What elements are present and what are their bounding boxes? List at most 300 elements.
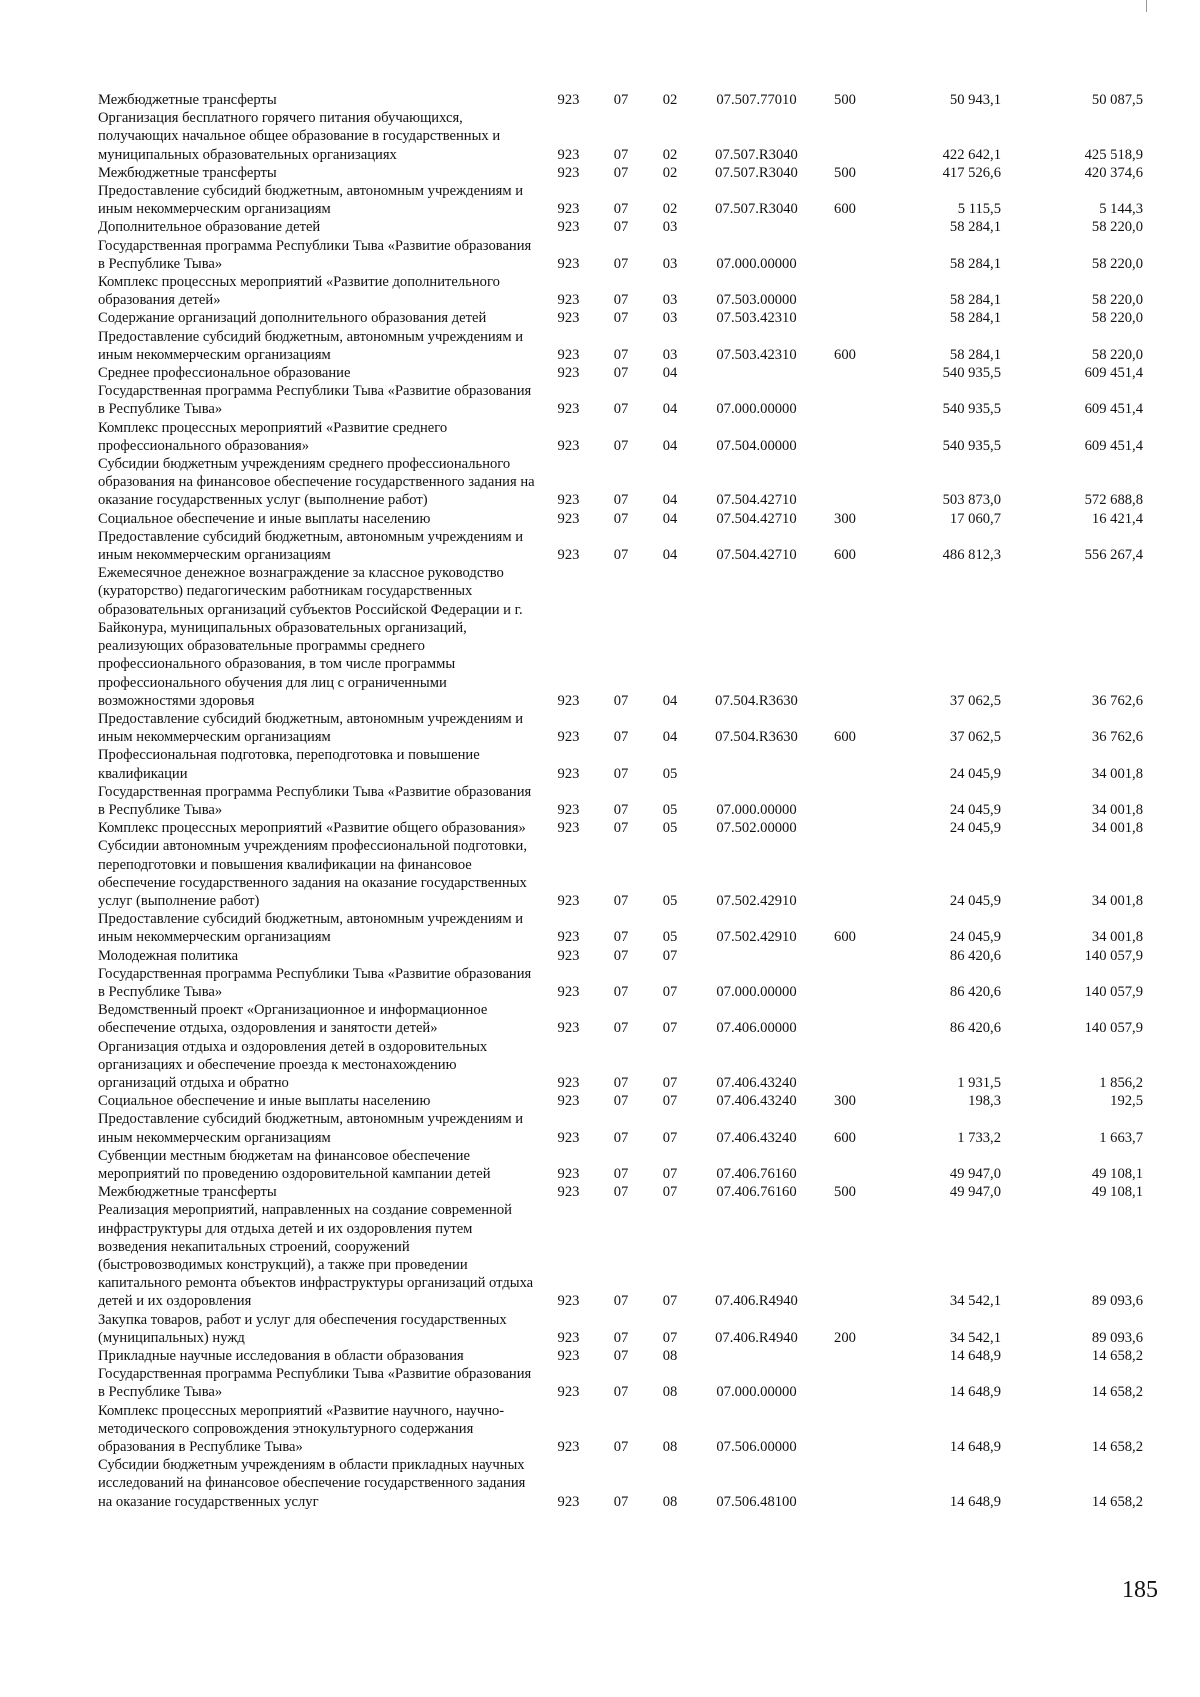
ministry-code: 923 [557, 164, 580, 181]
subsection-code: 08 [662, 1493, 678, 1510]
amount-year-1: 37 062,5 [949, 729, 1001, 746]
section-code: 07 [613, 255, 629, 272]
target-article-code: 07.504.00000 [716, 437, 797, 454]
expense-type-code [819, 218, 871, 236]
expenditure-name: Социальное обеспечение и иные выплаты населению [98, 510, 431, 527]
target-article-code: 07.406.43240 [716, 1074, 797, 1091]
table-row [98, 910, 1143, 946]
ministry-code: 923 [557, 219, 580, 236]
amount-year-2: 58 220,0 [1091, 346, 1143, 363]
amount-year-1: 14 648,9 [949, 1439, 1001, 1456]
amount-year-1: 58 284,1 [949, 219, 1001, 236]
table-row [98, 1201, 1143, 1310]
amount-year-2: 16 421,4 [1091, 510, 1143, 527]
ministry-code: 923 [557, 947, 580, 964]
target-article-code: 07.406.43240 [716, 1093, 797, 1110]
table-row [98, 746, 1143, 782]
amount-year-2: 140 057,9 [1084, 947, 1143, 964]
subsection-code: 07 [662, 1093, 678, 1110]
target-article-code: 07.502.42910 [716, 892, 797, 909]
expenditure-name: Предоставление субсидий бюджетным, автономным учреждениям и иным некоммерческим организациям [98, 1111, 524, 1146]
amount-year-1: 37 062,5 [949, 692, 1001, 709]
expense-type-code [819, 1365, 871, 1401]
amount-year-2: 34 001,8 [1091, 929, 1143, 946]
expenditure-name: Предоставление субсидий бюджетным, автономным учреждениям и иным некоммерческим организациям [98, 710, 524, 746]
table-row [98, 309, 1143, 327]
amount-year-2: 140 057,9 [1084, 1020, 1143, 1037]
section-code: 07 [613, 346, 629, 363]
ministry-code: 923 [557, 1439, 580, 1456]
amount-year-2: 34 001,8 [1091, 765, 1143, 782]
target-article-code: 07.503.42310 [716, 310, 797, 327]
ministry-code: 923 [557, 1293, 580, 1310]
amount-year-1: 58 284,1 [949, 310, 1001, 327]
subsection-code: 04 [662, 437, 678, 454]
table-row [98, 182, 1143, 218]
amount-year-1: 24 045,9 [949, 820, 1001, 837]
table-row [98, 273, 1143, 309]
budget-expenditure-table [98, 91, 1143, 1511]
expense-type-code: 200 [834, 1329, 856, 1346]
subsection-code: 03 [662, 255, 678, 272]
table-row [98, 328, 1143, 364]
subsection-code: 07 [662, 1184, 678, 1201]
amount-year-1: 86 420,6 [949, 983, 1001, 1000]
amount-year-1: 24 045,9 [949, 892, 1001, 909]
subsection-code: 07 [662, 1293, 678, 1310]
target-article-code: 07.406.76160 [716, 1165, 797, 1182]
table-row [98, 819, 1143, 837]
subsection-code: 04 [662, 510, 678, 527]
expenditure-name: Государственная программа Республики Тыва «Развитие образования в Республике Тыва» [98, 383, 532, 418]
expense-type-code [819, 965, 871, 1001]
amount-year-1: 198,3 [968, 1093, 1001, 1110]
section-code: 07 [613, 1093, 629, 1110]
expenditure-name: Комплекс процессных мероприятий «Развитие среднего профессионального образования» [98, 419, 448, 454]
ministry-code: 923 [557, 1348, 580, 1365]
expenditure-name: Дополнительное образование детей [98, 219, 321, 236]
section-code: 07 [613, 892, 629, 909]
amount-year-2: 58 220,0 [1091, 292, 1143, 309]
amount-year-1: 24 045,9 [949, 929, 1001, 946]
expenditure-name: Государственная программа Республики Тыва «Развитие образования в Республике Тыва» [98, 783, 532, 818]
expenditure-name: Предоставление субсидий бюджетным, автономным учреждениям и иным некоммерческим организациям [98, 183, 524, 218]
ministry-code: 923 [557, 492, 580, 509]
expense-type-code [819, 382, 871, 418]
table-row [98, 710, 1143, 746]
table-row [98, 528, 1143, 564]
target-article-code: 07.000.00000 [716, 255, 797, 272]
section-code: 07 [613, 437, 629, 454]
target-article-code: 07.406.76160 [716, 1184, 797, 1201]
section-code: 07 [613, 1293, 629, 1310]
ministry-code: 923 [557, 510, 580, 527]
subsection-code: 05 [662, 801, 678, 818]
subsection-code: 08 [662, 1348, 678, 1365]
target-article-code: 07.504.42710 [716, 492, 797, 509]
section-code: 07 [613, 365, 629, 382]
expenditure-name: Субсидии бюджетным учреждениям среднего профессионального образования на финансовое обеспечение государственного задания на оказание государственных услуг (выполнение работ) [98, 456, 535, 509]
table-row [98, 109, 1143, 164]
expense-type-code [819, 837, 871, 910]
amount-year-1: 417 526,6 [942, 164, 1001, 181]
expense-type-code: 600 [834, 346, 856, 363]
amount-year-1: 422 642,1 [942, 146, 1001, 163]
table-row [98, 1001, 1143, 1037]
amount-year-2: 572 688,8 [1084, 492, 1143, 509]
target-article-code: 07.406.R4940 [715, 1329, 798, 1346]
subsection-code: 04 [662, 365, 678, 382]
amount-year-1: 1 733,2 [957, 1129, 1001, 1146]
amount-year-2: 14 658,2 [1091, 1384, 1143, 1401]
amount-year-2: 49 108,1 [1091, 1184, 1143, 1201]
ministry-code: 923 [557, 1493, 580, 1510]
target-article-code: 07.504.R3630 [715, 692, 798, 709]
expense-type-code: 600 [834, 547, 856, 564]
expense-type-code: 300 [834, 510, 856, 527]
ministry-code: 923 [557, 1129, 580, 1146]
ministry-code: 923 [557, 201, 580, 218]
amount-year-1: 86 420,6 [949, 1020, 1001, 1037]
expense-type-code [819, 364, 871, 382]
subsection-code: 04 [662, 692, 678, 709]
subsection-code: 05 [662, 765, 678, 782]
target-article-code: 07.502.42910 [716, 929, 797, 946]
section-code: 07 [613, 1493, 629, 1510]
expenditure-name: Организация бесплатного горячего питания обучающихся, получающих начальное общее образование в государственных и муниципальных образовательных организациях [98, 110, 501, 163]
section-code: 07 [613, 1165, 629, 1182]
subsection-code: 03 [662, 346, 678, 363]
target-article-code: 07.504.42710 [716, 510, 797, 527]
section-code: 07 [613, 692, 629, 709]
subsection-code: 07 [662, 983, 678, 1000]
amount-year-2: 1 856,2 [1099, 1074, 1143, 1091]
expenditure-name: Предоставление субсидий бюджетным, автономным учреждениям и иным некоммерческим организациям [98, 911, 524, 946]
amount-year-2: 1 663,7 [1099, 1129, 1143, 1146]
ministry-code: 923 [557, 1074, 580, 1091]
amount-year-2: 609 451,4 [1084, 401, 1143, 418]
expense-type-code [819, 1201, 871, 1310]
amount-year-1: 34 542,1 [949, 1329, 1001, 1346]
expenditure-name: Социальное обеспечение и иные выплаты населению [98, 1093, 431, 1110]
table-row [98, 1147, 1143, 1183]
target-article-code: 07.406.43240 [716, 1129, 797, 1146]
target-article-code: 07.000.00000 [716, 1384, 797, 1401]
section-code: 07 [613, 765, 629, 782]
target-article-code: 07.503.42310 [716, 346, 797, 363]
subsection-code: 07 [662, 1165, 678, 1182]
subsection-code: 07 [662, 947, 678, 964]
target-article-code [694, 364, 819, 382]
ministry-code: 923 [557, 929, 580, 946]
amount-year-1: 49 947,0 [949, 1184, 1001, 1201]
subsection-code: 08 [662, 1439, 678, 1456]
amount-year-1: 58 284,1 [949, 346, 1001, 363]
amount-year-1: 5 115,5 [957, 201, 1001, 218]
subsection-code: 05 [662, 892, 678, 909]
amount-year-1: 58 284,1 [949, 255, 1001, 272]
subsection-code: 07 [662, 1329, 678, 1346]
ministry-code: 923 [557, 401, 580, 418]
ministry-code: 923 [557, 1020, 580, 1037]
ministry-code: 923 [557, 729, 580, 746]
amount-year-1: 503 873,0 [942, 492, 1001, 509]
amount-year-2: 192,5 [1110, 1093, 1143, 1110]
section-code: 07 [613, 929, 629, 946]
target-article-code: 07.000.00000 [716, 801, 797, 818]
expenditure-name: Комплекс процессных мероприятий «Развитие дополнительного образования детей» [98, 274, 500, 309]
table-row [98, 783, 1143, 819]
subsection-code: 04 [662, 492, 678, 509]
section-code: 07 [613, 164, 629, 181]
subsection-code: 07 [662, 1074, 678, 1091]
amount-year-2: 89 093,6 [1091, 1329, 1143, 1346]
table-row [98, 455, 1143, 510]
expenditure-name: Государственная программа Республики Тыва «Развитие образования в Республике Тыва» [98, 237, 532, 272]
target-article-code: 07.506.00000 [716, 1439, 797, 1456]
scan-edge-mark [1146, 0, 1147, 12]
target-article-code: 07.000.00000 [716, 983, 797, 1000]
expenditure-name: Ежемесячное денежное вознаграждение за классное руководство (кураторство) педагогическим работникам государственных образовательных организаций субъектов Российской Федерации и г. Байконура, муниципальных образовательных организаций, реализующих образовательные программы среднего профессионального образования, в том числе программы профессионального обучения для лиц с ограниченными возможностями здоровья [98, 565, 523, 709]
amount-year-1: 540 935,5 [942, 401, 1001, 418]
amount-year-2: 425 518,9 [1084, 146, 1143, 163]
target-article-code [694, 947, 819, 965]
subsection-code: 07 [662, 1129, 678, 1146]
expense-type-code [819, 455, 871, 510]
ministry-code: 923 [557, 146, 580, 163]
table-row [98, 1347, 1143, 1365]
subsection-code: 07 [662, 1020, 678, 1037]
ministry-code: 923 [557, 692, 580, 709]
table-row [98, 91, 1143, 109]
subsection-code: 03 [662, 219, 678, 236]
section-code: 07 [613, 219, 629, 236]
amount-year-1: 34 542,1 [949, 1293, 1001, 1310]
target-article-code: 07.504.R3630 [715, 729, 798, 746]
table-row [98, 237, 1143, 273]
expenditure-name: Государственная программа Республики Тыва «Развитие образования в Республике Тыва» [98, 1366, 532, 1401]
target-article-code [694, 218, 819, 236]
ministry-code: 923 [557, 365, 580, 382]
ministry-code: 923 [557, 255, 580, 272]
expense-type-code: 300 [834, 1093, 856, 1110]
section-code: 07 [613, 92, 629, 108]
expenditure-name: Прикладные научные исследования в области образования [98, 1348, 464, 1365]
amount-year-2: 5 144,3 [1099, 201, 1143, 218]
amount-year-1: 14 648,9 [949, 1493, 1001, 1510]
section-code: 07 [613, 729, 629, 746]
section-code: 07 [613, 947, 629, 964]
ministry-code: 923 [557, 1184, 580, 1201]
amount-year-2: 556 267,4 [1084, 547, 1143, 564]
amount-year-1: 17 060,7 [949, 510, 1001, 527]
expenditure-name: Закупка товаров, работ и услуг для обеспечения государственных (муниципальных) нужд [98, 1311, 507, 1346]
subsection-code: 02 [662, 92, 678, 108]
amount-year-2: 58 220,0 [1091, 219, 1143, 236]
target-article-code: 07.502.00000 [716, 820, 797, 837]
ministry-code: 923 [557, 92, 580, 108]
ministry-code: 923 [557, 1093, 580, 1110]
section-code: 07 [613, 201, 629, 218]
section-code: 07 [613, 1439, 629, 1456]
amount-year-1: 14 648,9 [949, 1384, 1001, 1401]
amount-year-1: 86 420,6 [949, 947, 1001, 964]
amount-year-2: 49 108,1 [1091, 1165, 1143, 1182]
expenditure-name: Предоставление субсидий бюджетным, автономным учреждениям и иным некоммерческим организациям [98, 328, 524, 363]
ministry-code: 923 [557, 437, 580, 454]
amount-year-2: 58 220,0 [1091, 310, 1143, 327]
table-row [98, 1183, 1143, 1201]
expenditure-name: Субсидии бюджетным учреждениям в области прикладных научных исследований на финансовое обеспечение государственного задания на оказание государственных услуг [98, 1457, 526, 1510]
amount-year-1: 58 284,1 [949, 292, 1001, 309]
amount-year-1: 49 947,0 [949, 1165, 1001, 1182]
target-article-code: 07.000.00000 [716, 401, 797, 418]
expense-type-code [819, 309, 871, 327]
table-row [98, 510, 1143, 528]
amount-year-2: 36 762,6 [1091, 692, 1143, 709]
target-article-code: 07.506.48100 [716, 1493, 797, 1510]
table-row [98, 965, 1143, 1001]
ministry-code: 923 [557, 1165, 580, 1182]
amount-year-1: 540 935,5 [942, 437, 1001, 454]
amount-year-2: 609 451,4 [1084, 365, 1143, 382]
expenditure-name: Субсидии автономным учреждениям профессиональной подготовки, переподготовки и повышения квалификации на финансовое обеспечение государственного задания на оказание государственных услуг (выполнение работ) [98, 838, 527, 909]
target-article-code: 07.507.R3040 [715, 164, 798, 181]
table-row [98, 1365, 1143, 1401]
expense-type-code [819, 1456, 871, 1511]
section-code: 07 [613, 492, 629, 509]
amount-year-2: 58 220,0 [1091, 255, 1143, 272]
amount-year-2: 36 762,6 [1091, 729, 1143, 746]
table-row [98, 164, 1143, 182]
amount-year-2: 140 057,9 [1084, 983, 1143, 1000]
expenditure-name: Профессиональная подготовка, переподготовка и повышение квалификации [98, 747, 480, 782]
table-row [98, 218, 1143, 236]
table-row [98, 382, 1143, 418]
amount-year-2: 14 658,2 [1091, 1493, 1143, 1510]
target-article-code: 07.507.R3040 [715, 146, 798, 163]
amount-year-1: 24 045,9 [949, 801, 1001, 818]
section-code: 07 [613, 547, 629, 564]
table-row [98, 364, 1143, 382]
expense-type-code [819, 947, 871, 965]
target-article-code: 07.507.77010 [716, 92, 797, 108]
ministry-code: 923 [557, 547, 580, 564]
expense-type-code: 600 [834, 1129, 856, 1146]
subsection-code: 02 [662, 164, 678, 181]
expense-type-code [819, 1147, 871, 1183]
amount-year-2: 89 093,6 [1091, 1293, 1143, 1310]
amount-year-2: 14 658,2 [1091, 1348, 1143, 1365]
target-article-code: 07.503.00000 [716, 292, 797, 309]
expenditure-name: Организация отдыха и оздоровления детей в оздоровительных организациях и обеспечение проезда к местонахождению организаций отдыха и обратно [98, 1038, 488, 1091]
section-code: 07 [613, 310, 629, 327]
expense-type-code: 600 [834, 929, 856, 946]
section-code: 07 [613, 510, 629, 527]
target-article-code: 07.406.R4940 [715, 1293, 798, 1310]
ministry-code: 923 [557, 765, 580, 782]
table-row [98, 1092, 1143, 1110]
page-number: 185 [1122, 1577, 1158, 1603]
subsection-code: 02 [662, 146, 678, 163]
expense-type-code [819, 1001, 871, 1037]
expenditure-name: Межбюджетные трансферты [98, 1184, 277, 1201]
expenditure-name: Комплекс процессных мероприятий «Развитие общего образования» [98, 820, 526, 837]
expense-type-code [819, 419, 871, 455]
expenditure-name: Субвенции местным бюджетам на финансовое обеспечение мероприятий по проведению оздоровительной кампании детей [98, 1147, 491, 1182]
expenditure-name: Предоставление субсидий бюджетным, автономным учреждениям и иным некоммерческим организациям [98, 528, 524, 564]
expenditure-name: Реализация мероприятий, направленных на создание современной инфраструктуры для отдыха детей и их оздоровления путем возведения некапитальных строений, сооружений (быстровозводимых конструкций), а также при проведении капитального ремонта объектов инфраструктуры организаций отдыха детей и их оздоровления [98, 1202, 534, 1310]
amount-year-2: 34 001,8 [1091, 801, 1143, 818]
subsection-code: 05 [662, 820, 678, 837]
amount-year-1: 14 648,9 [949, 1348, 1001, 1365]
expense-type-code [819, 237, 871, 273]
table-row [98, 1311, 1143, 1347]
expense-type-code [819, 564, 871, 710]
table-row [98, 947, 1143, 965]
expenditure-name: Содержание организаций дополнительного образования детей [98, 310, 487, 327]
subsection-code: 03 [662, 310, 678, 327]
expense-type-code [819, 783, 871, 819]
target-article-code: 07.406.00000 [716, 1020, 797, 1037]
table-row [98, 837, 1143, 910]
expense-type-code: 500 [834, 1184, 856, 1201]
table-row [98, 1456, 1143, 1511]
ministry-code: 923 [557, 310, 580, 327]
expenditure-name: Межбюджетные трансферты [98, 92, 277, 108]
target-article-code [694, 746, 819, 782]
ministry-code: 923 [557, 892, 580, 909]
amount-year-2: 14 658,2 [1091, 1439, 1143, 1456]
section-code: 07 [613, 1129, 629, 1146]
expenditure-name: Молодежная политика [98, 947, 239, 964]
ministry-code: 923 [557, 292, 580, 309]
table-row [98, 419, 1143, 455]
section-code: 07 [613, 1184, 629, 1201]
section-code: 07 [613, 401, 629, 418]
ministry-code: 923 [557, 346, 580, 363]
expenditure-name: Ведомственный проект «Организационное и информационное обеспечение отдыха, оздоровления и занятости детей» [98, 1002, 488, 1037]
expenditure-name: Среднее профессиональное образование [98, 365, 351, 382]
amount-year-2: 50 087,5 [1091, 92, 1143, 108]
amount-year-1: 24 045,9 [949, 765, 1001, 782]
subsection-code: 03 [662, 292, 678, 309]
expense-type-code [819, 746, 871, 782]
section-code: 07 [613, 1384, 629, 1401]
expenditure-name: Межбюджетные трансферты [98, 164, 277, 181]
section-code: 07 [613, 1329, 629, 1346]
amount-year-2: 34 001,8 [1091, 820, 1143, 837]
section-code: 07 [613, 820, 629, 837]
ministry-code: 923 [557, 820, 580, 837]
expense-type-code: 600 [834, 729, 856, 746]
expense-type-code [819, 1402, 871, 1457]
subsection-code: 04 [662, 547, 678, 564]
amount-year-1: 50 943,1 [949, 92, 1001, 108]
amount-year-1: 540 935,5 [942, 365, 1001, 382]
expense-type-code: 500 [834, 92, 856, 108]
section-code: 07 [613, 146, 629, 163]
subsection-code: 05 [662, 929, 678, 946]
subsection-code: 02 [662, 201, 678, 218]
amount-year-2: 34 001,8 [1091, 892, 1143, 909]
table-body [98, 91, 1143, 1511]
ministry-code: 923 [557, 801, 580, 818]
expense-type-code [819, 1347, 871, 1365]
table-row [98, 1038, 1143, 1093]
target-article-code: 07.504.42710 [716, 547, 797, 564]
expense-type-code: 600 [834, 201, 856, 218]
